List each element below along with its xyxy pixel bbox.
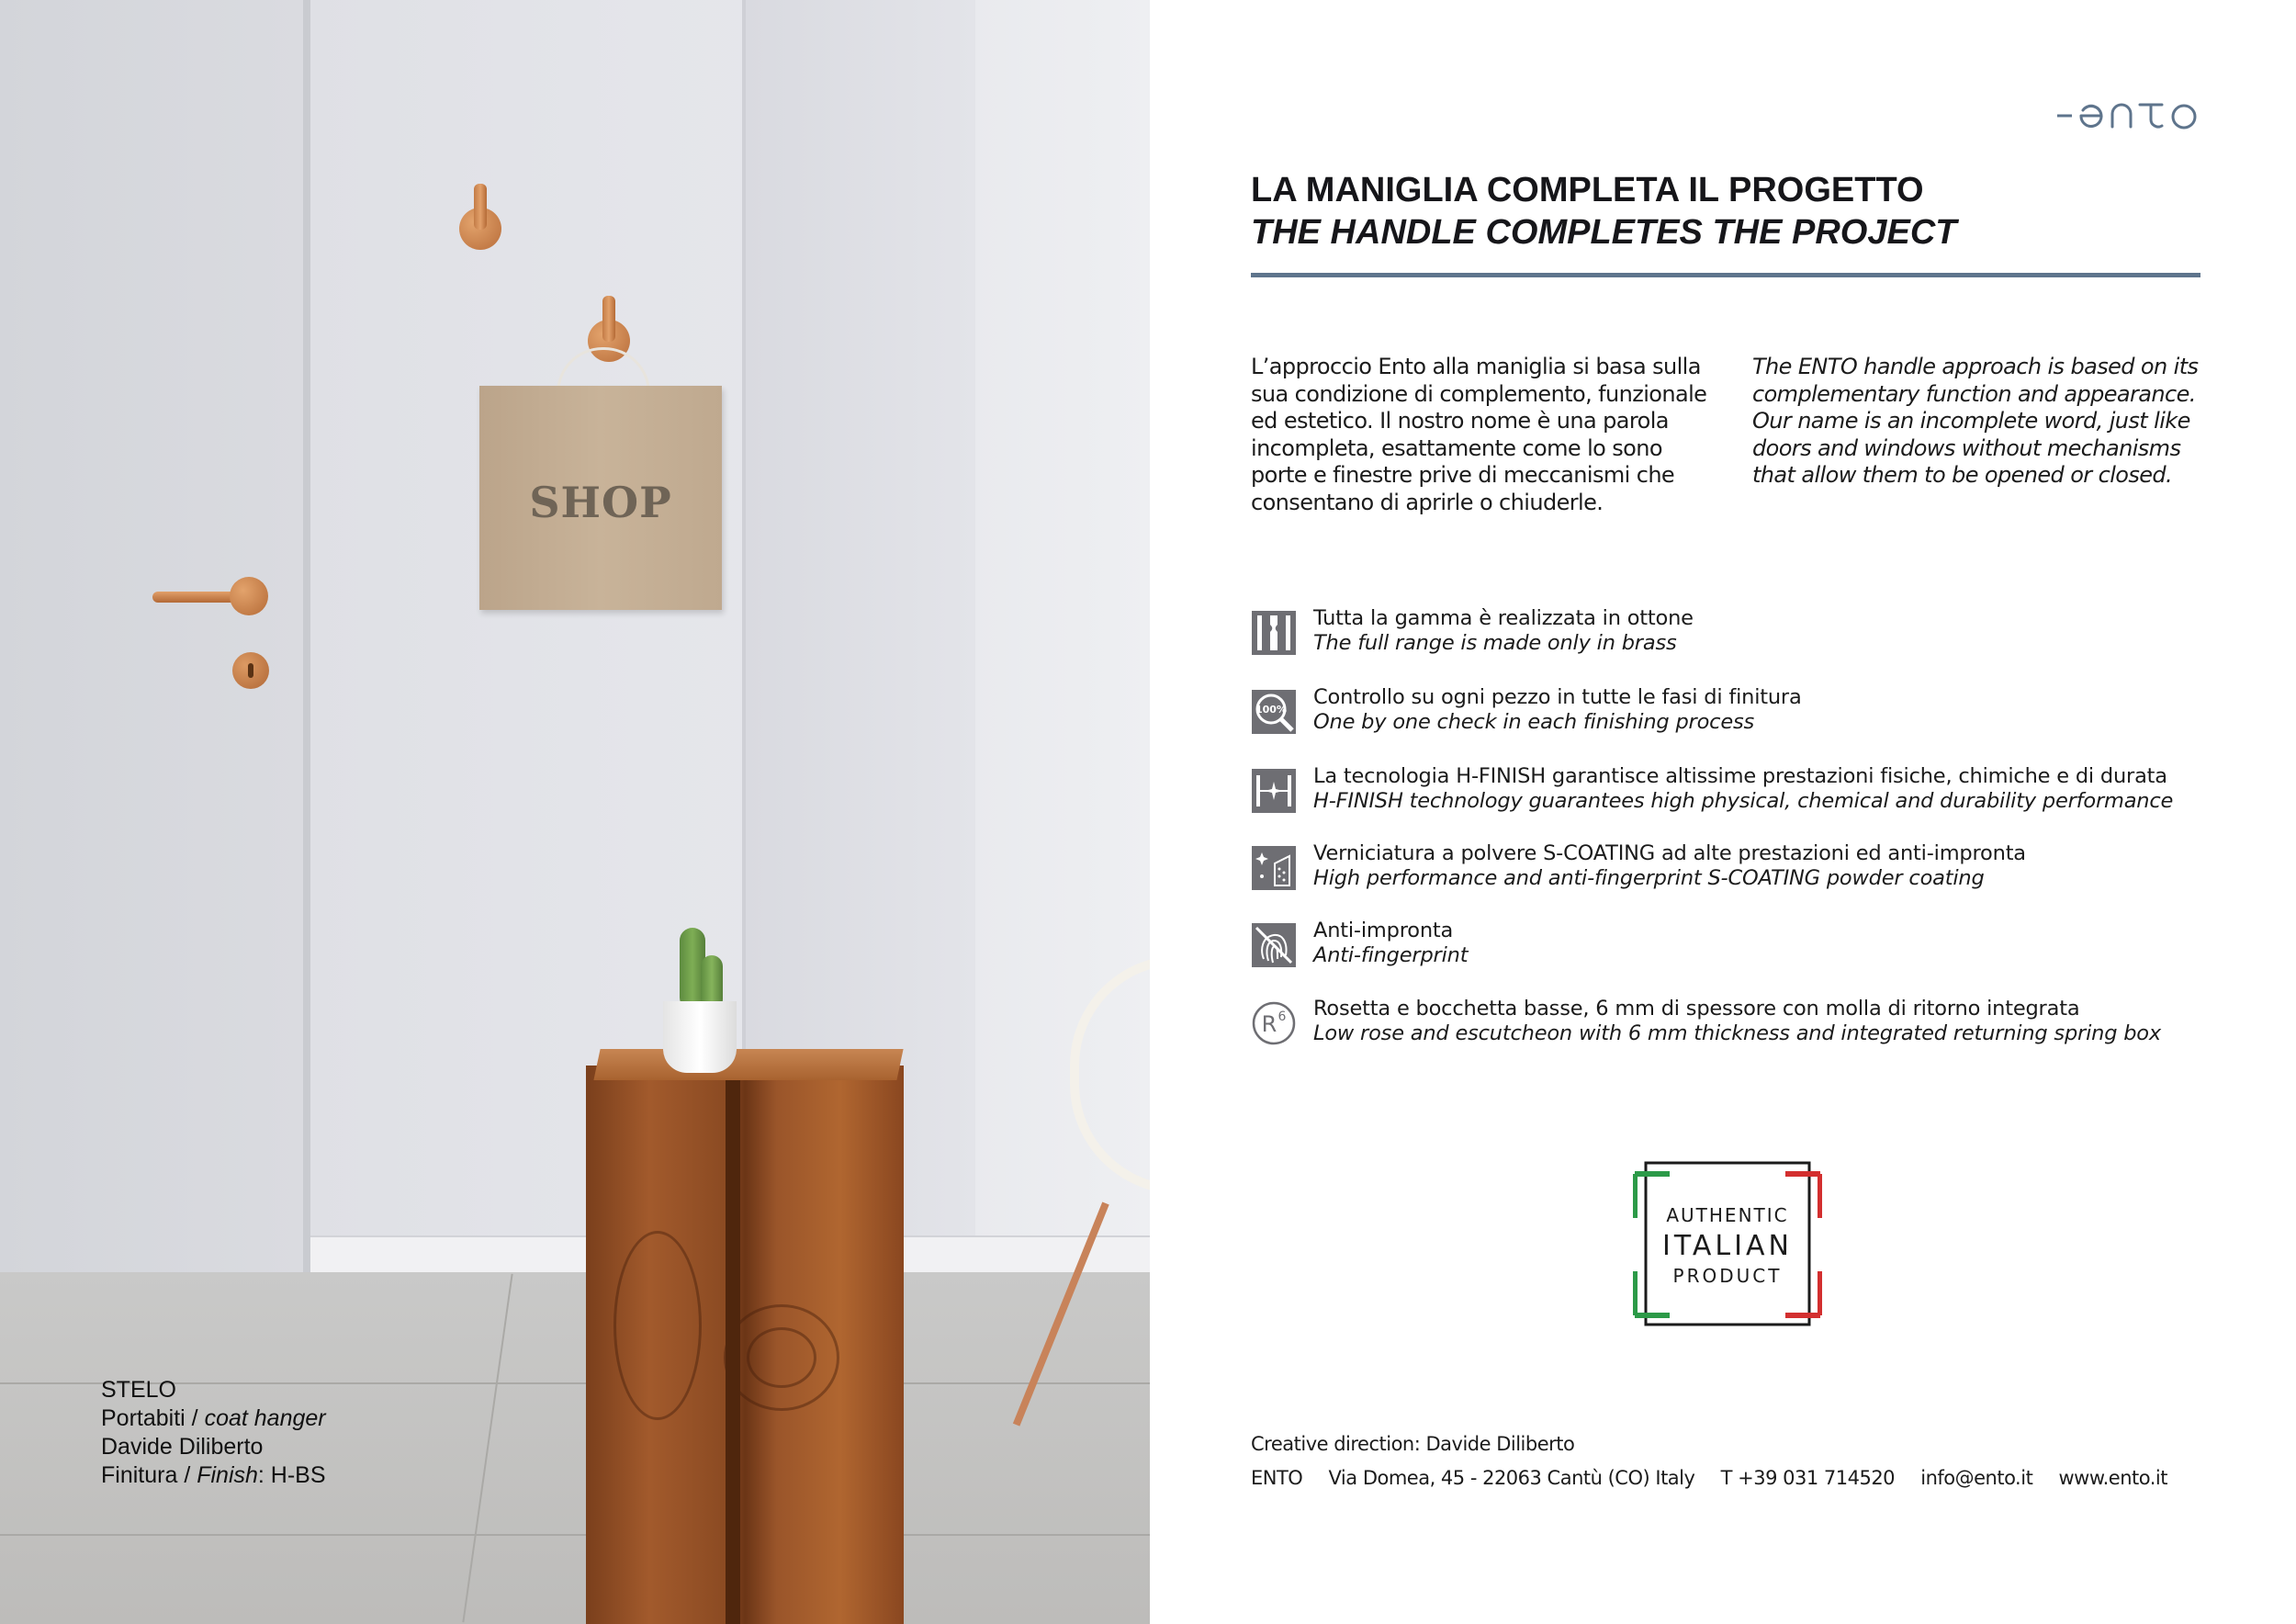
feature-text-en: The full range is made only in brass [1313, 631, 1677, 655]
page-title [1251, 169, 1957, 254]
plant-pot [663, 1001, 737, 1073]
anti-fingerprint-icon [1251, 922, 1297, 968]
feature-h-finish [1251, 764, 2261, 816]
h-finish-icon [1251, 768, 1297, 814]
caption-product: STELO [101, 1377, 176, 1403]
feature-quality-check [1251, 685, 2261, 737]
intro-english: The ENTO handle approach is based on its complementary function and appearance. Our name is an incomplete word, just like doors and windows without mechanisms that allow them to be opened or closed. [1752, 354, 2199, 488]
feature-text-it: Rosetta e bocchetta basse, 6 mm di spessore con molla di ritorno integrata [1313, 997, 2080, 1021]
caption-type: Portabiti / coat hanger [101, 1405, 326, 1431]
stool-groove [726, 1080, 740, 1624]
door-handle-rose [230, 577, 268, 615]
feature-text-it: Anti-impronta [1313, 919, 1454, 942]
badge-line-authentic: AUTHENTIC [1666, 1204, 1789, 1226]
svg-text:100%: 100% [1255, 704, 1287, 716]
caption-finish: Finitura / Finish: H-BS [101, 1462, 326, 1488]
feature-text-en: Low rose and escutcheon with 6 mm thickness and integrated returning spring box [1313, 1021, 2161, 1045]
feature-text-it: La tecnologia H-FINISH garantisce altissime prestazioni fisiche, chimiche e di durata [1313, 764, 2167, 788]
photo-caption [101, 1376, 326, 1490]
contact-website[interactable]: www.ento.it [2058, 1467, 2167, 1489]
wooden-stool [586, 1066, 904, 1624]
contact-info [1251, 1466, 2188, 1490]
svg-text:6: 6 [1277, 1009, 1287, 1024]
feature-text-it: Tutta la gamma è realizzata in ottone [1313, 606, 1694, 630]
title-english: THE HANDLE COMPLETES THE PROJECT [1251, 213, 1957, 252]
feature-low-rose [1251, 997, 2261, 1048]
title-divider [1251, 273, 2200, 277]
powder-coating-icon [1251, 845, 1297, 891]
badge-line-italian: ITALIAN [1662, 1230, 1793, 1262]
feature-text-en: One by one check in each finishing process [1313, 710, 1755, 734]
feature-text-it: Verniciatura a polvere S-COATING ad alte prestazioni ed anti-impronta [1313, 841, 2026, 865]
caption-designer: Davide Diliberto [101, 1434, 264, 1460]
feature-anti-fingerprint [1251, 919, 2261, 970]
feature-text-en: Anti-fingerprint [1313, 943, 1469, 967]
svg-text:R: R [1261, 1011, 1277, 1037]
feature-text-en: High performance and anti-fingerprint S-COATING powder coating [1313, 866, 1985, 890]
badge-line-product: PRODUCT [1672, 1265, 1783, 1287]
feature-powder-coating [1251, 841, 2261, 893]
contact-phone: T +39 031 714520 [1720, 1467, 1896, 1489]
stool-top [593, 1049, 903, 1080]
brass-icon [1251, 610, 1297, 656]
feature-brass [1251, 606, 2261, 658]
ento-logo [2055, 92, 2202, 134]
contact-email[interactable]: info@ento.it [1920, 1467, 2033, 1489]
contact-company: ENTO [1251, 1467, 1303, 1489]
feature-text-en: H-FINISH technology guarantees high physical, chemical and durability performance [1313, 789, 2174, 813]
r6-rose-icon [1251, 1000, 1297, 1046]
intro-italian: L’approccio Ento alla maniglia si basa sulla sua condizione di complemento, funzionale ed estetico. Il nostro nome è una parola incompleta, esattamente come lo sono porte e finestre prive di meccanismi che consentano di aprirle o chiuderle. [1251, 354, 1707, 515]
title-italian: LA MANIGLIA COMPLETA IL PROGETTO [1251, 171, 1924, 209]
contact-address: Via Domea, 45 - 22063 Cantù (CO) Italy [1328, 1467, 1695, 1489]
escutcheon [232, 652, 269, 689]
authentic-italian-product-badge [1633, 1161, 1822, 1326]
door [0, 0, 310, 1272]
feature-text-it: Controllo su ogni pezzo in tutte le fasi di finitura [1313, 685, 1802, 709]
quality-check-icon [1251, 689, 1297, 735]
bag-label: SHOP [529, 478, 672, 527]
creative-direction-credit: Creative direction: Davide Diliberto [1251, 1433, 1575, 1455]
